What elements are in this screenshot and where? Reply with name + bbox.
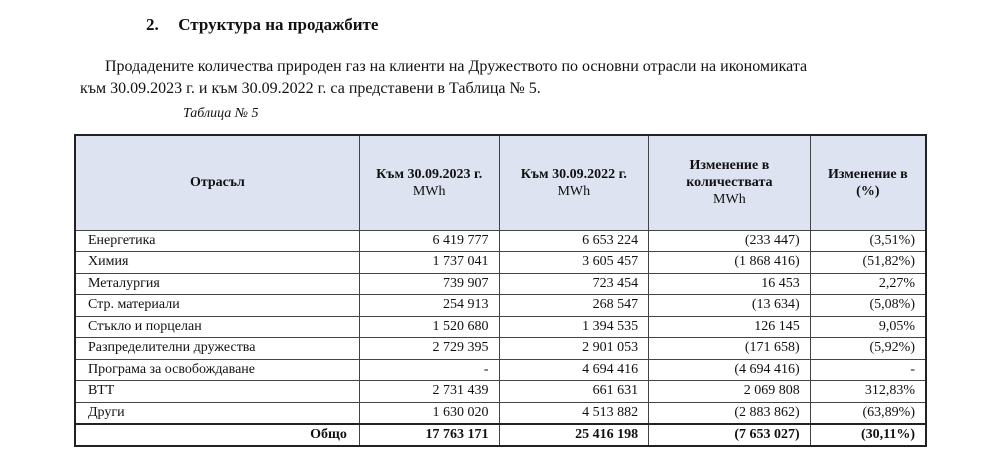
- cell-pct: (3,51%): [810, 230, 926, 252]
- cell-change: (7 653 027): [649, 424, 811, 446]
- cell-sector: Металургия: [75, 273, 359, 295]
- cell-y2022: 2 901 053: [499, 338, 649, 360]
- cell-y2022: 3 605 457: [499, 252, 649, 274]
- header-2023: Към 30.09.2023 г. MWh: [359, 135, 499, 230]
- section-heading: [146, 15, 378, 35]
- cell-y2022: 6 653 224: [499, 230, 649, 252]
- section-number: 2.: [146, 15, 159, 34]
- cell-sector: Химия: [75, 252, 359, 274]
- cell-pct: (51,82%): [810, 252, 926, 274]
- table-caption: Таблица № 5: [183, 106, 259, 121]
- header-sector: Отрасъл: [75, 135, 359, 230]
- paragraph-line-1: Продадените количества природен газ на клиенти на Дружеството по основни отрасли на икономиката: [105, 58, 808, 75]
- table-row: [75, 230, 926, 252]
- cell-y2022: 268 547: [499, 295, 649, 317]
- section-title: Структура на продажбите: [178, 15, 379, 34]
- cell-sector: Програма за освобождаване: [75, 359, 359, 381]
- cell-sector: Стъкло и порцелан: [75, 316, 359, 338]
- paragraph-line-2: към 30.09.2023 г. и към 30.09.2022 г. са представени в Таблица № 5.: [80, 80, 541, 97]
- cell-pct: (5,92%): [810, 338, 926, 360]
- cell-change: 16 453: [649, 273, 811, 295]
- table-row: [75, 316, 926, 338]
- table-row: [75, 381, 926, 403]
- cell-y2023: -: [359, 359, 499, 381]
- sales-structure-table: [74, 134, 927, 447]
- cell-pct: (30,11%): [810, 424, 926, 446]
- cell-y2023: 1 737 041: [359, 252, 499, 274]
- cell-y2023: 2 731 439: [359, 381, 499, 403]
- cell-change: (4 694 416): [649, 359, 811, 381]
- cell-sector: Разпределителни дружества: [75, 338, 359, 360]
- cell-pct: -: [810, 359, 926, 381]
- cell-change: (171 658): [649, 338, 811, 360]
- cell-change: 2 069 808: [649, 381, 811, 403]
- cell-change: 126 145: [649, 316, 811, 338]
- cell-sector: Енергетика: [75, 230, 359, 252]
- table-row: [75, 359, 926, 381]
- intro-paragraph: [80, 56, 925, 100]
- cell-pct: 312,83%: [810, 381, 926, 403]
- cell-change: (233 447): [649, 230, 811, 252]
- cell-pct: (5,08%): [810, 295, 926, 317]
- cell-change: (1 868 416): [649, 252, 811, 274]
- cell-y2023: 739 907: [359, 273, 499, 295]
- table-row: [75, 295, 926, 317]
- cell-y2022: 4 513 882: [499, 402, 649, 424]
- cell-y2023: 2 729 395: [359, 338, 499, 360]
- cell-y2023: 6 419 777: [359, 230, 499, 252]
- cell-sector: ВТТ: [75, 381, 359, 403]
- header-change: Изменение в количествата MWh: [649, 135, 811, 230]
- cell-y2022: 661 631: [499, 381, 649, 403]
- table-row: [75, 338, 926, 360]
- cell-change: (13 634): [649, 295, 811, 317]
- cell-pct: 2,27%: [810, 273, 926, 295]
- cell-change: (2 883 862): [649, 402, 811, 424]
- cell-y2022: 25 416 198: [499, 424, 649, 446]
- cell-pct: 9,05%: [810, 316, 926, 338]
- table-row: [75, 252, 926, 274]
- cell-y2023: 1 520 680: [359, 316, 499, 338]
- table-total-row: [75, 424, 926, 446]
- table-header-row: [75, 135, 926, 230]
- cell-pct: (63,89%): [810, 402, 926, 424]
- cell-sector: Други: [75, 402, 359, 424]
- header-2022: Към 30.09.2022 г. MWh: [499, 135, 649, 230]
- cell-sector: Стр. материали: [75, 295, 359, 317]
- cell-y2023: 17 763 171: [359, 424, 499, 446]
- table-row: [75, 402, 926, 424]
- table-row: [75, 273, 926, 295]
- cell-y2022: 723 454: [499, 273, 649, 295]
- cell-y2022: 4 694 416: [499, 359, 649, 381]
- cell-y2023: 1 630 020: [359, 402, 499, 424]
- cell-sector: Общо: [75, 424, 359, 446]
- cell-y2023: 254 913: [359, 295, 499, 317]
- header-change-pct: Изменение в (%): [810, 135, 926, 230]
- cell-y2022: 1 394 535: [499, 316, 649, 338]
